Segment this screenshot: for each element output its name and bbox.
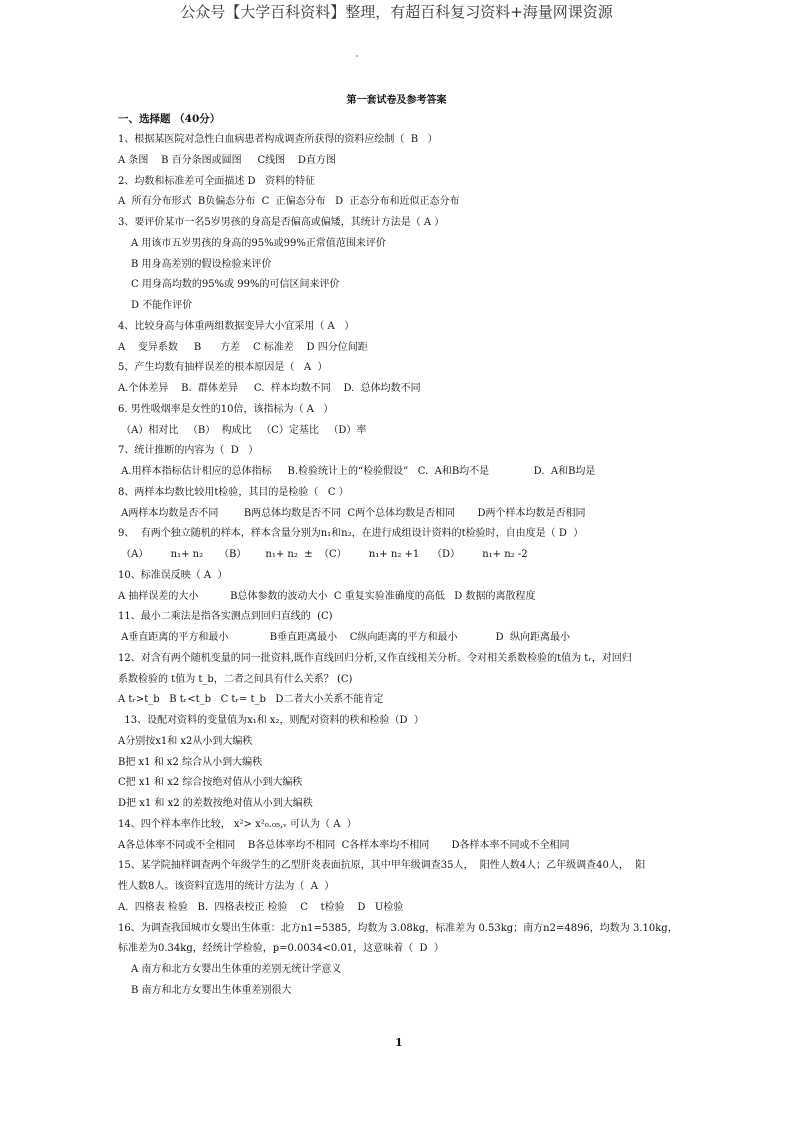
text-line: 性人数8人。该资料宜选用的统计方法为（ A ）: [118, 881, 335, 892]
text-line: B把 x1 和 x2 综合从小到大编秩: [118, 756, 263, 768]
text-line: A. 四格表 检验 B. 四格表校正 检验 C t检验 D U检验: [118, 901, 404, 913]
text-line: A 南方和北方女婴出生体重的差别无统计学意义: [131, 964, 342, 975]
text-line: 4、比较身高与体重两组数据变异大小宜采用（ A ）: [118, 320, 355, 332]
text-line: 5、产生均数有抽样误差的根本原因是（ A ）: [118, 362, 328, 374]
text-line: 1、根据某医院对急性白血病患者构成调查所获得的资料应绘制（ B ）: [118, 134, 438, 145]
section-heading: 一、选择题 （40分）: [118, 113, 221, 125]
text-line: D 不能作评价: [131, 300, 193, 311]
text-line: 3、要评价某市一名5岁男孩的身高是否偏高或偏矮，其统计方法是（ A ）: [118, 217, 445, 228]
text-line: D把 x1 和 x2 的差数按绝对值从小到大编秩: [118, 798, 313, 809]
text-line: 6. 男性吸烟率是女性的10倍，该指标为（ A ）: [118, 403, 334, 415]
question-list: [118, 130, 688, 1002]
text-line: A两样本均数是否不同 B两总体均数是否不同 C两个总体均数是否相同 D两个样本均数是否相同: [118, 507, 586, 519]
text-line: 8、两样本均数比较用t检验，其目的是检验（ C ）: [118, 486, 349, 498]
text-line: A 所有分布形式 B负偏态分布 C 正偏态分布 D 正态分布和近似正态分布: [118, 196, 460, 208]
document-title: 第一套试卷及参考答案: [346, 95, 447, 106]
text-line: B 南方和北方女婴出生体重差别很大: [131, 984, 292, 996]
text-line: A垂直距离的平方和最小 B垂直距离最小 C纵向距离的平方和最小 D 纵向距离最小: [118, 632, 570, 643]
text-line: A各总体率不同或不全相同 B各总体率均不相同 C各样本率均不相同 D各样本率不同或不全相同: [118, 839, 570, 851]
page-number: 1: [395, 1036, 403, 1049]
text-line: 标准差为0.34kg，经统计学检验，p=0.0034<0.01，这意味着（ D ）: [118, 943, 444, 955]
text-line: A.用样本指标估计相应的总体指标 B.检验统计上的“检验假设” C. A和B均不是 D. A和B均是: [118, 466, 596, 477]
text-line: C 用身高均数的95%或 99%的可信区间来评价: [131, 279, 340, 291]
text-line: 7、统计推断的内容为（ D ）: [118, 445, 259, 457]
text-line: A 用该市五岁男孩的身高的95%或99%正常值范围来评价: [131, 237, 386, 249]
text-line: A 抽样误差的大小 B总体参数的波动大小 C 重复实验准确度的高低 D 数据的离散程度: [118, 590, 536, 602]
text-line: 2、均数和标准差可全面描述 D 资料的特征: [118, 175, 316, 187]
text-line: A 变异系数 B 方差 C 标准差 D 四分位间距: [118, 341, 368, 353]
text-line: 14、四个样本率作比较， x²> x²₀.₀₅,ᵥ 可认为（ A ）: [118, 818, 357, 830]
text-line: A 条图 B 百分条图或圆图 C线图 D直方图: [118, 154, 336, 166]
text-line: 12、对含有两个随机变量的同一批资料,既作直线回归分析,又作直线相关分析。令对相关系数检验的t值为 tᵣ，对回归: [118, 652, 632, 664]
text-line: （A） n₁+ n₂ （B） n₁+ n₂ ± （C） n₁+ n₂ +1 （D） n₁+ n₂ -2: [118, 549, 528, 560]
text-line: 系数检验的 t值为 t_b，二者之间具有什么关系？ (C): [118, 673, 353, 685]
text-line: A tᵣ>t_b B tᵣ<t_b C tᵣ= t_b D二者大小关系不能肯定: [118, 694, 384, 706]
text-line: A分别按x1和 x2从小到大编秩: [118, 735, 253, 747]
text-line: （A）相对比 （B） 构成比 （C）定基比 （D）率: [118, 424, 367, 436]
text-line: 10、标准误反映（ A ）: [118, 569, 228, 581]
text-line: 9、 有两个独立随机的样本，样本含量分别为n₁和n₂，在进行成组设计资料的t检验时，自由度是（ D ）: [118, 528, 584, 540]
text-line: B 用身高差别的假设检验来评价: [131, 258, 272, 270]
text-line: C把 x1 和 x2 综合按绝对值从小到大编秩: [118, 777, 303, 789]
text-line: A.个体差异 B. 群体差异 C. 样本均数不同 D. 总体均数不同: [118, 383, 421, 394]
text-line: 15、某学院抽样调查两个年级学生的乙型肝炎表面抗原，其中甲年级调查35人， 阳性人数4人；乙年级调查40人， 阳: [118, 860, 646, 872]
text-line: 13、设配对资料的变量值为x₁和 x₂，则配对资料的秩和检验（D ）: [118, 715, 424, 726]
text-line: 16、为调查我国城市女婴出生体重：北方n1=5385，均数为 3.08kg，标准差为 0.53kg；南方n2=4896，均数为 3.10kg，: [118, 922, 678, 934]
text-line: 11、最小二乘法是指各实测点到回归直线的 (C): [118, 611, 333, 623]
watermark-banner: 公众号【大学百科资料】整理，有超百科复习资料+海量网课资源: [180, 3, 613, 21]
decorative-dot: [356, 55, 358, 57]
